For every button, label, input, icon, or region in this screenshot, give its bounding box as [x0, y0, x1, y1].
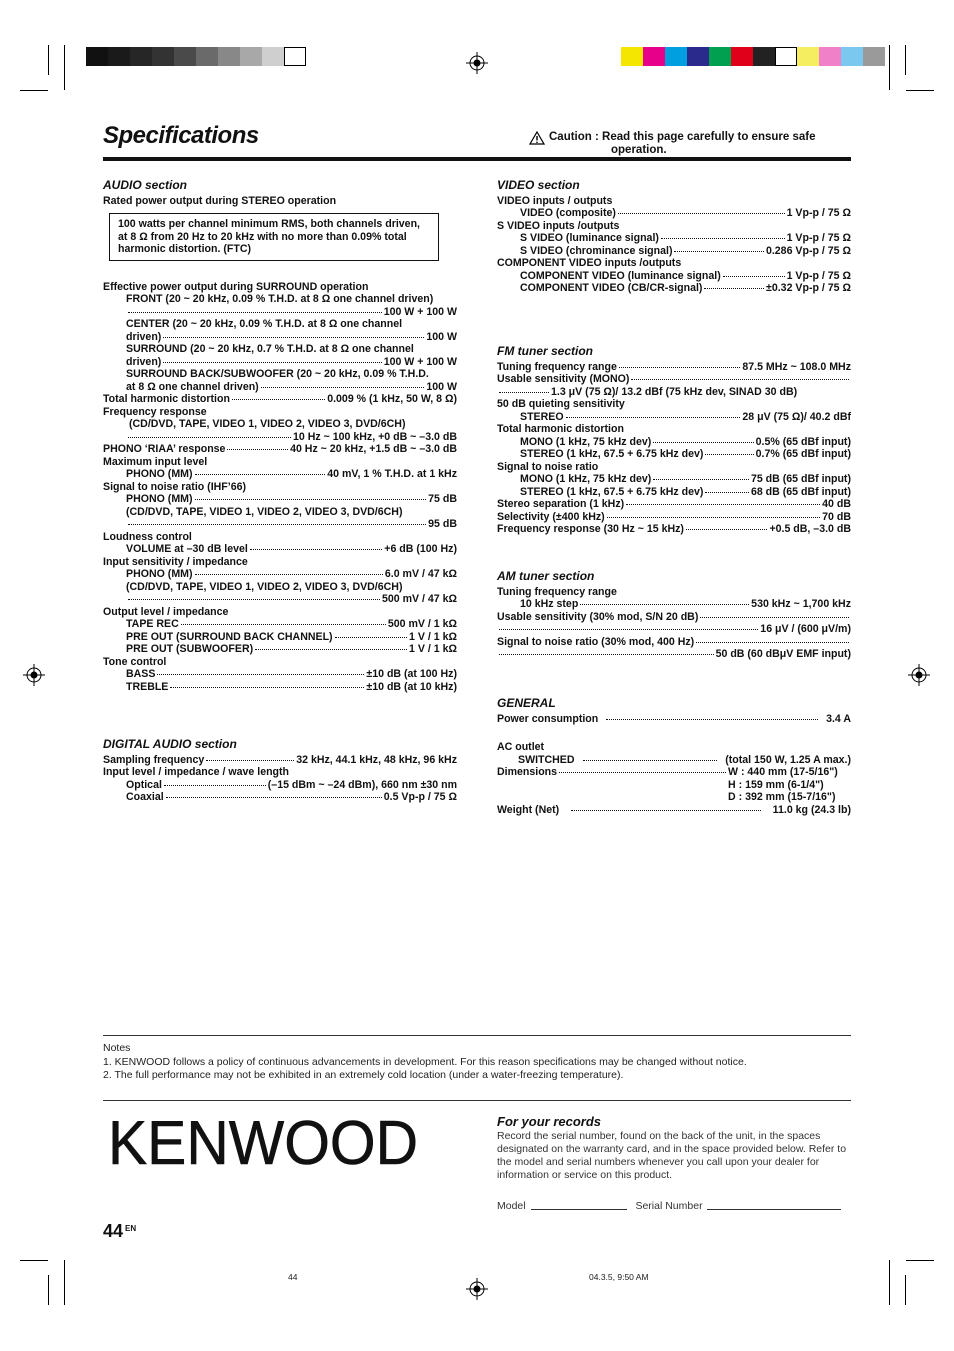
color-swatch: [753, 47, 775, 66]
sampling-spec: Sampling frequency 32 kHz, 44.1 kHz, 48 kHz, 96 kHz: [103, 753, 457, 766]
notes-divider: [103, 1035, 851, 1036]
color-swatch: [218, 47, 240, 66]
crop-mark: [20, 1260, 48, 1261]
footer-divider: [103, 1100, 851, 1101]
color-swatch: [86, 47, 108, 66]
ftc-rating-box: [109, 213, 439, 261]
switched-spec: SWITCHED (total 150 W, 1.25 A max.): [518, 753, 851, 766]
dimensions-depth: D : 392 mm (15-7/16"): [728, 791, 836, 803]
tape-rec-spec: TAPE REC 500 mV / 1 kΩ: [126, 618, 457, 630]
model-field[interactable]: [531, 1209, 627, 1210]
color-swatch: [797, 47, 819, 66]
fm-freq-response-spec: Frequency response (30 Hz ~ 15 kHz) +0.5 dB, –3.0 dB: [497, 523, 851, 535]
surround-back-spec: at 8 Ω one channel driven) 100 W: [126, 380, 457, 393]
s-lum-spec: S VIDEO (luminance signal) 1 Vp-p / 75 Ω: [520, 232, 851, 244]
comp-lum-spec: COMPONENT VIDEO (luminance signal) 1 Vp-p / 75 Ω: [520, 269, 851, 282]
color-swatch: [240, 47, 262, 66]
digital-audio-block: [103, 738, 457, 804]
serial-field[interactable]: [707, 1209, 841, 1210]
digital-section-heading: DIGITAL AUDIO section: [103, 737, 237, 751]
grayscale-color-bar: [86, 47, 306, 66]
input-sens-sources: (CD/DVD, TAPE, VIDEO 1, VIDEO 2, VIDEO 3, DVD/6CH): [126, 580, 403, 593]
color-swatch: [841, 47, 863, 66]
notes-title: Notes: [103, 1042, 131, 1054]
page-number: 44 $^{EN}$: [103, 1221, 137, 1241]
surround-power-title: Effective power output during SURROUND operation: [103, 280, 369, 293]
snr-phono-spec: PHONO (MM) 75 dB: [126, 493, 457, 505]
optical-spec: Optical (–15 dBm ~ –24 dBm), 660 nm ±30 nm: [126, 778, 457, 791]
color-swatch: [775, 47, 797, 66]
crop-mark: [48, 1275, 49, 1305]
fm-snr-stereo-spec: STEREO (1 kHz, 67.5 + 6.75 kHz dev) 68 dB (65 dBf input): [520, 485, 851, 498]
fm-tuning-spec: Tuning frequency range 87.5 MHz ~ 108.0 MHz: [497, 360, 851, 373]
note-1: 1. KENWOOD follows a policy of continuous advancements in development. For this reason specifications may be changed without notice.: [103, 1055, 747, 1068]
color-swatch: [152, 47, 174, 66]
front-label: FRONT (20 ~ 20 kHz, 0.09 % T.H.D. at 8 Ω one channel driven): [126, 293, 434, 305]
registration-mark-icon: [908, 664, 930, 686]
color-swatch: [284, 47, 306, 66]
title-rule: [103, 157, 851, 161]
am-block: [497, 570, 851, 661]
fm-thd-title: Total harmonic distortion: [497, 423, 624, 435]
ftc-line: 100 watts per channel minimum RMS, both channels driven,: [118, 218, 420, 230]
weight-spec: Weight (Net) 11.0 kg (24.3 lb): [497, 803, 851, 816]
caution-text-cont: operation.: [611, 144, 667, 156]
output-level-title: Output level / impedance: [103, 605, 229, 618]
process-color-bar: [621, 47, 885, 66]
input-sensitivity-title: Input sensitivity / impedance: [103, 555, 248, 568]
ftc-line: harmonic distortion. (FTC): [118, 243, 252, 255]
dimensions-spec: Dimensions W : 440 mm (17-5/16"): [497, 766, 838, 778]
svg-text:KENWOOD: KENWOOD: [108, 1112, 418, 1168]
ac-outlet-title: AC outlet: [497, 741, 545, 753]
fm-thd-mono-spec: MONO (1 kHz, 75 kHz dev) 0.5% (65 dBf input): [520, 435, 851, 448]
am-snr-spec: 50 dB (60 dBμV EMF input): [497, 648, 851, 661]
crop-mark: [64, 1260, 65, 1305]
records-title: For your records: [497, 1114, 602, 1129]
power-consumption-spec: Power consumption 3.4 A: [497, 712, 851, 725]
comp-cbcr-spec: COMPONENT VIDEO (CB/CR-signal) ±0.32 Vp-p / 75 Ω: [520, 282, 851, 294]
footer-page: 44: [288, 1272, 298, 1282]
color-swatch: [108, 47, 130, 66]
snr-sources-spec: 95 dB: [103, 518, 457, 531]
composite-spec: VIDEO (composite) 1 Vp-p / 75 Ω: [520, 207, 851, 219]
crop-mark: [906, 1260, 934, 1261]
surround-back-label: SURROUND BACK/SUBWOOFER (20 ~ 20 kHz, 0.09 % T.H.D.: [126, 368, 429, 380]
loudness-title: Loudness control: [103, 530, 192, 543]
freq-response-spec: 10 Hz ~ 100 kHz, +0 dB ~ –3.0 dB: [103, 431, 457, 444]
freq-response-title: Frequency response: [103, 405, 207, 418]
snr-sources: (CD/DVD, TAPE, VIDEO 1, VIDEO 2, VIDEO 3, DVD/6CH): [126, 505, 403, 518]
max-input-spec: PHONO (MM) 40 mV, 1 % T.H.D. at 1 kHz: [126, 468, 457, 480]
video-block: [497, 179, 851, 295]
snr-title: Signal to noise ratio (IHF’66): [103, 480, 247, 493]
crop-mark: [20, 90, 48, 91]
fm-quiet-title: 50 dB quieting sensitivity: [497, 398, 625, 410]
note-2: 2. The full performance may not be exhibited in an extremely cold location (under a water-freezing temperature).: [103, 1069, 624, 1081]
fm-snr-title: Signal to noise ratio: [497, 460, 599, 473]
crop-mark: [906, 90, 934, 91]
am-step-spec: 10 kHz step 530 kHz ~ 1,700 kHz: [520, 598, 851, 610]
rated-power-label: Rated power output during STEREO operation: [103, 194, 337, 207]
fm-separation-spec: Stereo separation (1 kHz) 40 dB: [497, 498, 851, 510]
max-input-title: Maximum input level: [103, 455, 208, 468]
video-section-heading: VIDEO section: [497, 178, 580, 192]
crop-mark: [889, 1260, 890, 1305]
dimensions-height: H : 159 mm (6-1/4"): [728, 778, 824, 791]
riaa-spec: PHONO ‘RIAA’ response 40 Hz ~ 20 kHz, +1.5 dB ~ –3.0 dB: [103, 443, 457, 455]
color-swatch: [687, 47, 709, 66]
fm-snr-mono-spec: MONO (1 kHz, 75 kHz dev) 75 dB (65 dBf input): [520, 473, 851, 485]
am-section-heading: AM tuner section: [497, 569, 595, 583]
component-title: COMPONENT VIDEO inputs /outputs: [497, 257, 682, 269]
color-swatch: [174, 47, 196, 66]
crop-mark: [48, 45, 49, 75]
crop-mark: [905, 1275, 906, 1305]
bass-spec: BASS ±10 dB (at 100 Hz): [126, 668, 457, 680]
center-spec: driven) 100 W: [126, 330, 457, 343]
surround-label: SURROUND (20 ~ 20 kHz, 0.7 % T.H.D. at 8 Ω one channel: [126, 343, 414, 355]
records-body: Record the serial number, found on the back of the unit, in the spaces designated on the warranty card, and in the space provided below. Refer to the model and serial numbers whenever you call upon your dealer for information or service on this product.: [497, 1130, 847, 1181]
registration-mark-icon: [23, 664, 45, 686]
general-section-heading: GENERAL: [497, 696, 556, 710]
freq-response-sources: (CD/DVD, TAPE, VIDEO 1, VIDEO 2, VIDEO 3, DVD/6CH): [129, 418, 406, 430]
registration-mark-icon: [466, 52, 488, 74]
s-video-title: S VIDEO inputs /outputs: [497, 219, 620, 232]
page-title: Specifications: [103, 122, 259, 149]
fm-section-heading: FM tuner section: [497, 344, 594, 358]
am-sens-spec: 16 μV / (600 μV/m): [497, 623, 851, 636]
color-swatch: [819, 47, 841, 66]
caution-text: Caution : Read this page carefully to ensure safe: [549, 131, 816, 143]
treble-spec: TREBLE ±10 dB (at 10 kHz): [126, 680, 457, 693]
model-label: Model: [497, 1200, 526, 1212]
fm-block: [497, 345, 851, 536]
serial-label: Serial Number: [635, 1200, 703, 1212]
surround-spec: driven) 100 W + 100 W: [126, 355, 457, 368]
color-swatch: [863, 47, 885, 66]
color-swatch: [621, 47, 643, 66]
input-sens-sources-spec: 500 mV / 47 kΩ: [103, 593, 457, 606]
crop-mark: [889, 45, 890, 90]
center-label: CENTER (20 ~ 20 kHz, 0.09 % T.H.D. at 8 Ω one channel: [126, 318, 403, 330]
records-fields: [497, 1200, 841, 1212]
fm-thd-stereo-spec: STEREO (1 kHz, 67.5 + 6.75 kHz dev) 0.7% (65 dBf input): [520, 448, 851, 460]
front-spec: 100 W + 100 W: [103, 306, 457, 319]
am-tuning-title: Tuning frequency range: [497, 585, 617, 598]
general-block: [497, 697, 851, 816]
color-swatch: [130, 47, 152, 66]
fm-sens-label: Usable sensitivity (MONO): [497, 373, 851, 386]
crop-mark: [64, 45, 65, 90]
am-snr-label: Signal to noise ratio (30% mod, 400 Hz): [497, 636, 851, 649]
s-chr-spec: S VIDEO (chrominance signal) 0.286 Vp-p / 75 Ω: [520, 244, 851, 257]
coaxial-spec: Coaxial 0.5 Vp-p / 75 Ω: [126, 791, 457, 803]
ftc-line: at 8 Ω from 20 Hz to 20 kHz with no more than 0.09% total: [118, 230, 407, 243]
color-swatch: [731, 47, 753, 66]
am-sens-label: Usable sensitivity (30% mod, S/N 20 dB): [497, 611, 851, 624]
notes: [103, 1042, 747, 1083]
color-swatch: [643, 47, 665, 66]
registration-mark-icon: [466, 1278, 488, 1300]
color-swatch: [665, 47, 687, 66]
thd-spec: Total harmonic distortion 0.009 % (1 kHz, 50 W, 8 Ω): [103, 393, 457, 405]
warning-triangle-icon: [529, 131, 545, 149]
video-io-title: VIDEO inputs / outputs: [497, 194, 613, 207]
fm-sens-spec: 1.3 μV (75 Ω)/ 13.2 dBf (75 kHz dev, SINAD 30 dB): [497, 386, 851, 399]
color-swatch: [709, 47, 731, 66]
color-swatch: [262, 47, 284, 66]
language-code: EN: [125, 1224, 137, 1233]
tone-control-title: Tone control: [103, 655, 167, 668]
kenwood-logo: [108, 1112, 418, 1168]
digital-input-title: Input level / impedance / wave length: [103, 766, 290, 778]
fm-quiet-spec: STEREO 28 μV (75 Ω)/ 40.2 dBf: [520, 410, 851, 423]
loudness-spec: VOLUME at –30 dB level +6 dB (100 Hz): [126, 543, 457, 555]
crop-mark: [905, 45, 906, 75]
audio-section-heading: AUDIO section: [103, 178, 188, 192]
pre-out-sw-spec: PRE OUT (SUBWOOFER) 1 V / 1 kΩ: [126, 643, 457, 655]
color-swatch: [196, 47, 218, 66]
left-column: [103, 179, 457, 693]
footer-timestamp: 04.3.5, 9:50 AM: [589, 1272, 649, 1282]
input-sens-phono-spec: PHONO (MM) 6.0 mV / 47 kΩ: [126, 568, 457, 580]
pre-out-sb-spec: PRE OUT (SURROUND BACK CHANNEL) 1 V / 1 kΩ: [126, 630, 457, 643]
fm-selectivity-spec: Selectivity (±400 kHz) 70 dB: [497, 510, 851, 523]
